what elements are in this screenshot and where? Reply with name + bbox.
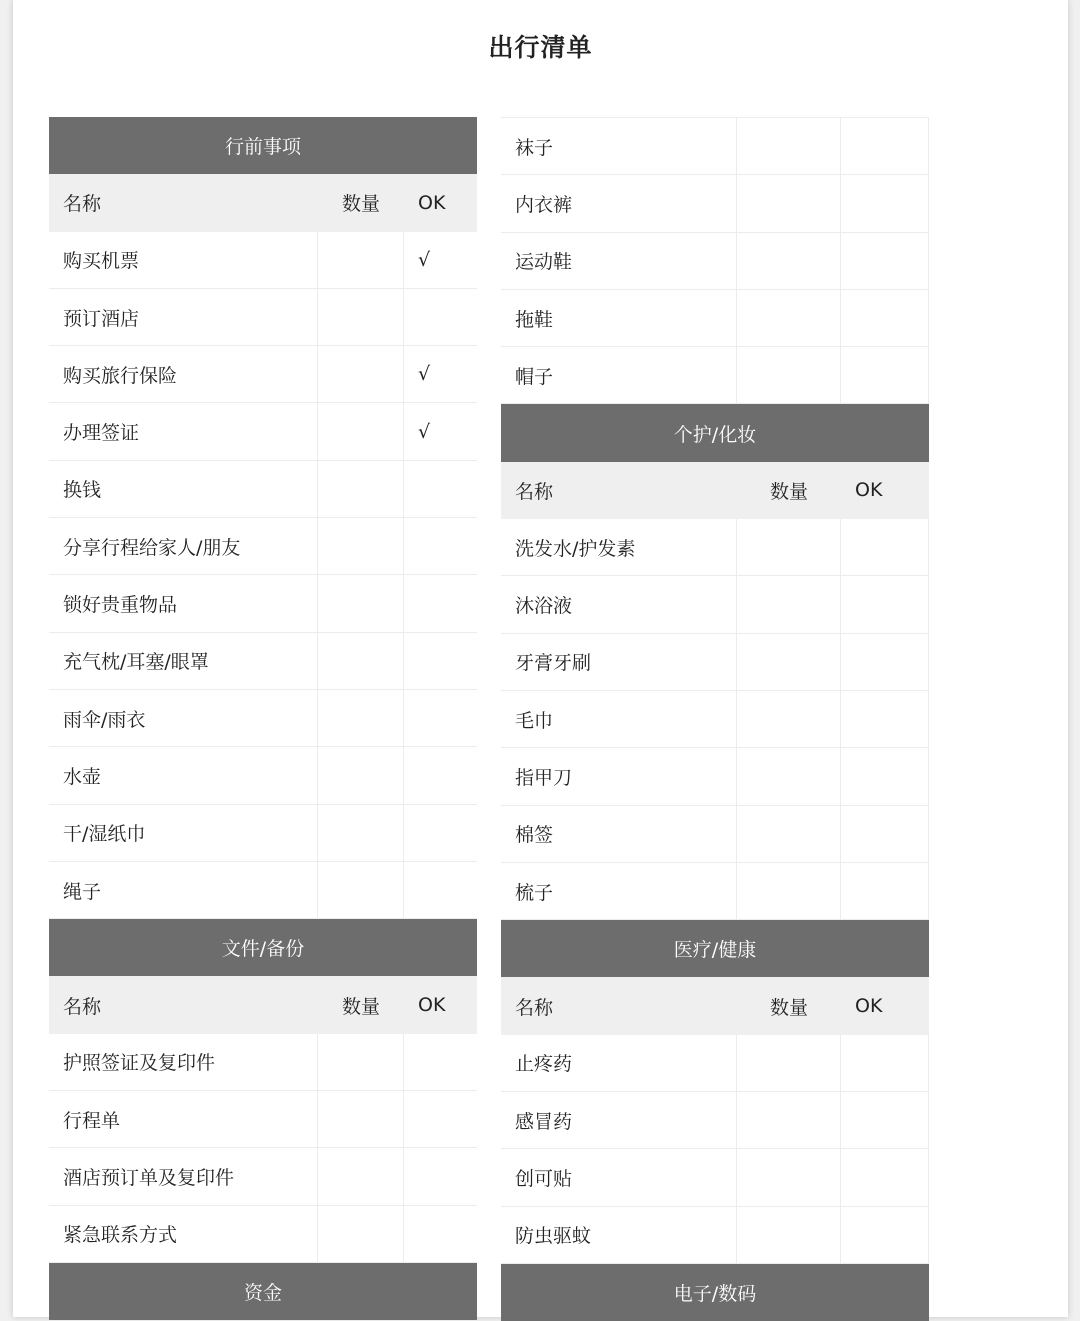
item-qty-cell[interactable] [737,748,841,804]
item-name: 沐浴液 [501,576,737,632]
item-name: 指甲刀 [501,748,737,804]
checklist-row[interactable] [49,518,477,575]
item-name: 购买旅行保险 [49,346,318,402]
section-header-documents: 文件/备份 [49,919,477,976]
item-qty-cell[interactable] [737,347,841,403]
item-name: 办理签证 [49,403,318,459]
checklist-row[interactable] [501,806,929,863]
item-name: 牙膏牙刷 [501,634,737,690]
checklist-row[interactable] [501,1207,929,1264]
checklist-row[interactable] [501,1149,929,1206]
item-name: 行程单 [49,1091,318,1147]
item-ok-cell[interactable] [404,289,477,345]
item-ok-cell[interactable] [404,1148,477,1204]
item-qty-cell[interactable] [318,346,404,402]
item-qty-cell[interactable] [318,747,404,803]
item-ok-cell[interactable] [841,863,929,919]
item-ok-cell[interactable] [841,634,929,690]
item-ok-cell[interactable] [841,347,929,403]
left-column [49,117,477,1320]
checklist-row[interactable] [49,747,477,804]
checklist-row[interactable] [501,1092,929,1149]
item-ok-cell[interactable] [841,806,929,862]
checklist-row[interactable] [49,232,477,289]
item-qty-cell[interactable] [318,862,404,918]
col-ok-header: OK [855,479,883,502]
item-name: 紧急联系方式 [49,1206,318,1262]
item-ok-cell[interactable] [404,747,477,803]
section-header-electronics: 电子/数码 [501,1264,929,1321]
item-ok-cell[interactable]: √ [418,363,431,386]
checklist-row[interactable] [49,805,477,862]
checklist-row[interactable] [49,461,477,518]
item-name: 运动鞋 [501,233,737,289]
section-header-pre-trip: 行前事项 [49,117,477,174]
item-ok-cell[interactable]: √ [418,248,431,271]
checklist-row[interactable] [49,1206,477,1263]
item-name: 防虫驱蚊 [501,1207,737,1263]
item-name: 购买机票 [49,232,318,288]
item-name: 护照签证及复印件 [49,1034,318,1090]
item-name: 止疼药 [501,1035,737,1091]
col-name-header: 名称 [515,996,554,1019]
item-ok-cell[interactable] [841,1035,929,1091]
item-name: 锁好贵重物品 [49,575,318,631]
item-ok-cell[interactable] [404,862,477,918]
checklist-row[interactable] [49,346,477,403]
col-ok-header: OK [418,994,446,1017]
item-name: 内衣裤 [501,175,737,231]
item-ok-cell[interactable] [841,1092,929,1148]
item-name: 拖鞋 [501,290,737,346]
item-name: 分享行程给家人/朋友 [49,518,318,574]
checklist-row[interactable] [501,290,929,347]
checklist-row[interactable] [501,691,929,748]
item-qty-cell[interactable] [737,863,841,919]
item-ok-cell[interactable] [841,233,929,289]
item-qty-cell[interactable] [318,1091,404,1147]
item-name: 酒店预订单及复印件 [49,1148,318,1204]
item-qty-cell[interactable] [737,1035,841,1091]
column-header-row [49,976,477,1033]
item-name: 棉签 [501,806,737,862]
item-qty-cell[interactable] [737,233,841,289]
item-ok-cell[interactable] [841,691,929,747]
item-ok-cell[interactable] [841,576,929,632]
item-ok-cell[interactable] [404,575,477,631]
checklist-row[interactable] [501,576,929,633]
checklist-row[interactable] [501,519,929,576]
column-header-row [501,462,929,519]
item-qty-cell[interactable] [737,576,841,632]
column-header-row [501,977,929,1034]
item-qty-cell[interactable] [318,289,404,345]
item-name: 感冒药 [501,1092,737,1148]
checklist-sheet [13,0,1068,1317]
item-name: 毛巾 [501,691,737,747]
item-name: 雨伞/雨衣 [49,690,318,746]
checklist-row[interactable] [49,289,477,346]
item-qty-cell[interactable] [737,175,841,231]
item-qty-cell[interactable] [737,634,841,690]
section-header-medical: 医疗/健康 [501,920,929,977]
checklist-row[interactable] [49,862,477,919]
item-qty-cell[interactable] [737,1207,841,1263]
item-qty-cell[interactable] [318,232,404,288]
item-ok-cell[interactable] [841,519,929,575]
item-qty-cell[interactable] [318,805,404,861]
item-ok-cell[interactable] [841,118,929,174]
section-header-personal-care: 个护/化妆 [501,404,929,461]
col-qty-header: 数量 [341,193,380,216]
col-ok-header: OK [418,191,446,214]
item-name: 换钱 [49,461,318,517]
section-header-funds: 资金 [49,1263,477,1320]
checklist-row[interactable] [501,863,929,920]
item-qty-cell[interactable] [318,575,404,631]
item-qty-cell[interactable] [737,118,841,174]
checklist-row[interactable] [49,403,477,460]
item-ok-cell[interactable] [404,1206,477,1262]
col-ok-header: OK [855,995,883,1018]
right-column [501,117,929,1321]
checklist-row[interactable] [501,175,929,232]
col-qty-header: 数量 [769,996,808,1019]
checklist-row[interactable] [49,690,477,747]
item-qty-cell[interactable] [318,403,404,459]
col-name-header: 名称 [63,995,102,1018]
col-name-header: 名称 [515,480,554,503]
checklist-row[interactable] [501,347,929,404]
item-qty-cell[interactable] [737,691,841,747]
item-qty-cell[interactable] [318,1206,404,1262]
item-name: 充气枕/耳塞/眼罩 [49,633,318,689]
item-name: 洗发水/护发素 [501,519,737,575]
checklist-row[interactable] [501,634,929,691]
item-name: 创可贴 [501,1149,737,1205]
item-qty-cell[interactable] [318,1148,404,1204]
item-ok-cell[interactable] [841,748,929,804]
item-name: 梳子 [501,863,737,919]
item-qty-cell[interactable] [318,633,404,689]
col-qty-header: 数量 [769,480,808,503]
item-ok-cell[interactable] [404,518,477,574]
item-name: 水壶 [49,747,318,803]
item-qty-cell[interactable] [318,461,404,517]
checklist-row[interactable] [49,1034,477,1091]
checklist-row[interactable] [501,233,929,290]
checklist-row[interactable] [49,1091,477,1148]
checklist-row[interactable] [49,575,477,632]
item-name: 绳子 [49,862,318,918]
item-name: 预订酒店 [49,289,318,345]
item-ok-cell[interactable] [841,175,929,231]
item-ok-cell[interactable]: √ [418,420,431,443]
item-qty-cell[interactable] [737,806,841,862]
item-name: 袜子 [501,118,737,174]
item-qty-cell[interactable] [737,519,841,575]
item-qty-cell[interactable] [737,290,841,346]
item-ok-cell[interactable] [404,690,477,746]
checklist-row[interactable] [49,633,477,690]
item-ok-cell[interactable] [841,290,929,346]
item-ok-cell[interactable] [404,1034,477,1090]
page-title: 出行清单 [488,33,593,62]
item-qty-cell[interactable] [318,518,404,574]
item-ok-cell[interactable] [404,633,477,689]
item-qty-cell[interactable] [318,1034,404,1090]
checklist-row[interactable] [49,1148,477,1205]
col-qty-header: 数量 [341,995,380,1018]
item-ok-cell[interactable] [404,461,477,517]
item-name: 干/湿纸巾 [49,805,318,861]
item-ok-cell[interactable] [404,805,477,861]
col-name-header: 名称 [63,193,102,216]
item-ok-cell[interactable] [841,1207,929,1263]
item-ok-cell[interactable] [404,1091,477,1147]
checklist-row[interactable] [501,1035,929,1092]
item-ok-cell[interactable] [841,1149,929,1205]
item-qty-cell[interactable] [737,1092,841,1148]
column-header-row [49,174,477,231]
checklist-row[interactable] [501,118,929,175]
checklist-row[interactable] [501,748,929,805]
item-qty-cell[interactable] [318,690,404,746]
item-qty-cell[interactable] [737,1149,841,1205]
item-name: 帽子 [501,347,737,403]
